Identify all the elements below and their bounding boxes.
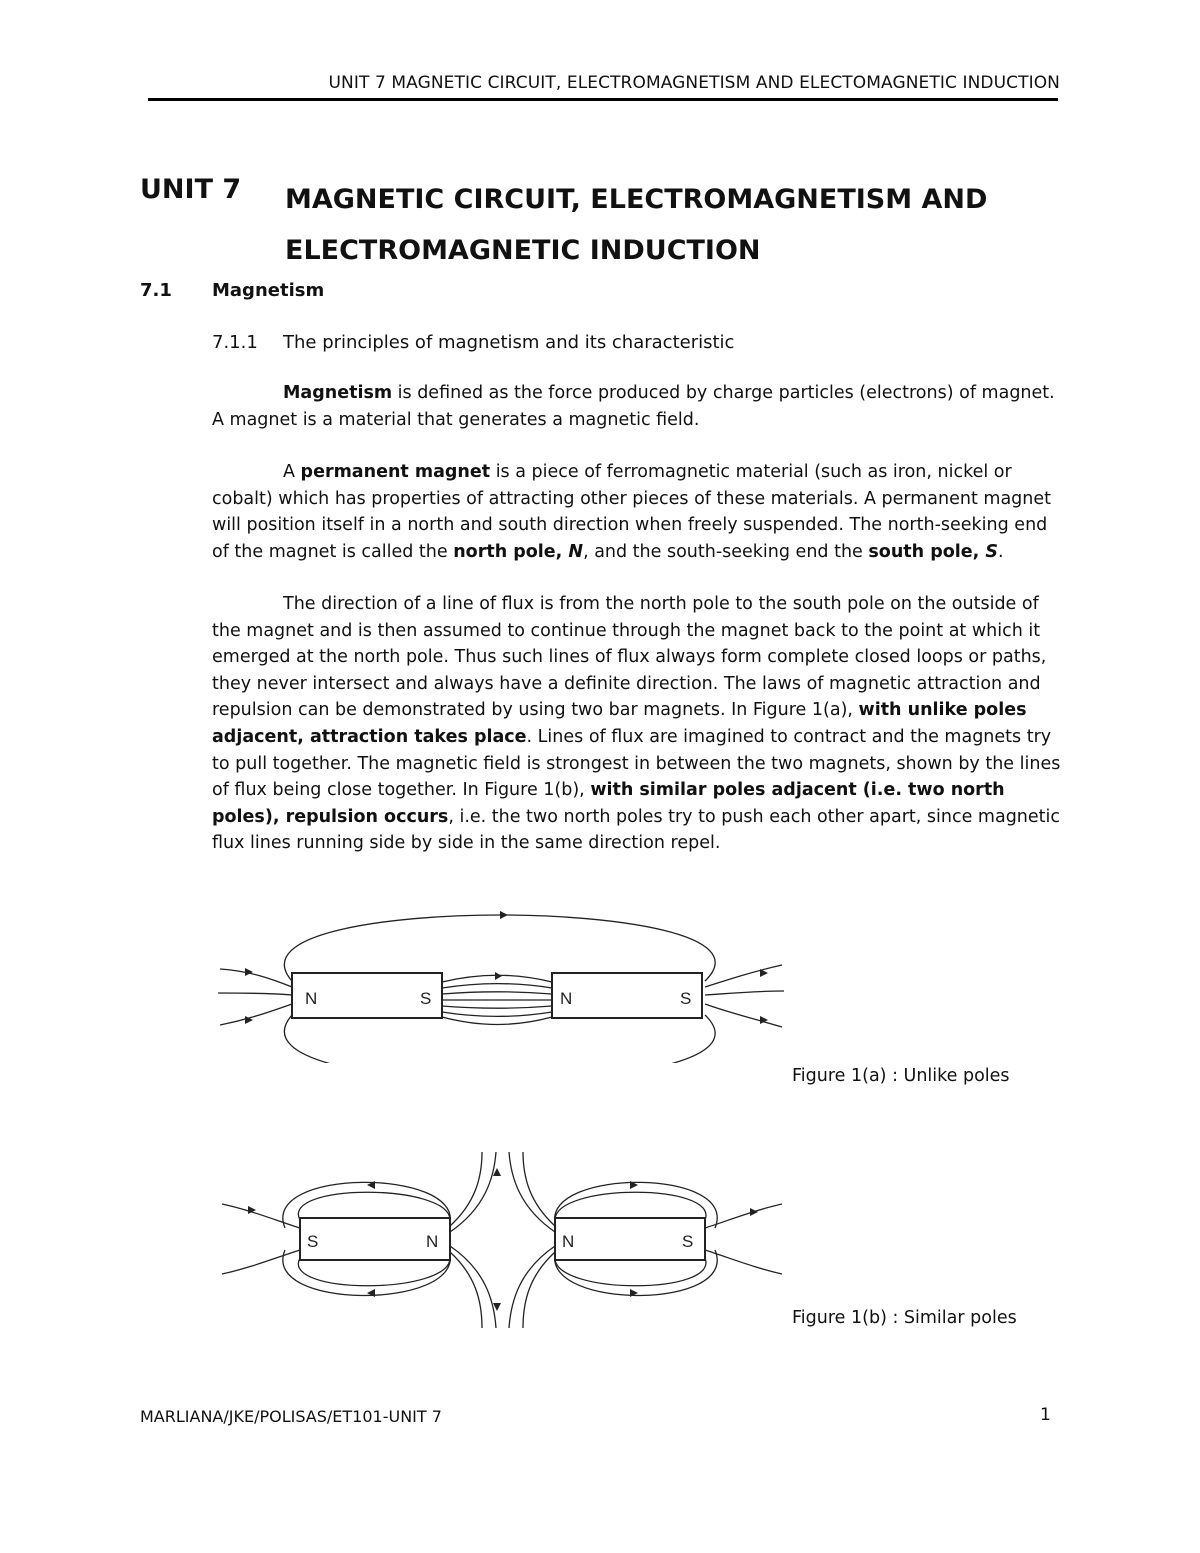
arrow-right-1 <box>760 969 768 977</box>
north-pole-symbol: N <box>568 541 584 562</box>
flux-gap-up-1 <box>450 1152 482 1226</box>
arrow-stub-right <box>750 1208 758 1216</box>
figure-similar-poles <box>210 1148 790 1333</box>
flux-gap-2 <box>442 984 552 989</box>
flux-left-stub-3 <box>218 993 292 995</box>
flux-outer-top <box>284 915 715 981</box>
flux-gap-6 <box>442 1012 552 1017</box>
flux-left-stub-1 <box>220 969 292 987</box>
section-title: Magnetism <box>212 280 325 301</box>
term-permanent-magnet: permanent magnet <box>300 462 491 482</box>
unit-title-line1: MAGNETIC CIRCUIT, ELECTROMAGNETISM AND <box>285 184 988 215</box>
magnet-left-label-s: S <box>420 989 432 1008</box>
flux-right-loop-3 <box>555 1258 706 1286</box>
flux-right-stub-1 <box>705 1204 782 1228</box>
flux-gap-down-3 <box>523 1252 555 1328</box>
flux-gap-up-3 <box>523 1152 555 1226</box>
flux-left-loop-1 <box>298 1192 450 1220</box>
para2-text-2: is a piece of ferromagnetic material (such as iron, nickel or cobalt) which has properties of attracting other pieces of these materials. A permanent magnet will position itself in a north and south direction when freely suspended. The north-seeking end of the magnet is called the <box>212 462 1051 562</box>
arrow-left-1 <box>245 968 253 976</box>
magnet-left-label-n: N <box>305 989 318 1008</box>
arrow-gap-bottom <box>493 1303 501 1311</box>
arrow-gap-top <box>493 1168 501 1176</box>
para1-text: is defined as the force produced by charge particles (electrons) of magnet. A magnet is a material that generates a magnetic field. <box>212 383 1055 430</box>
magnet-left-label-s: S <box>307 1232 319 1251</box>
flux-left-stub-2 <box>220 1004 292 1025</box>
para3-text-1: The direction of a line of flux is from the north pole to the south pole on the outside of the magnet and is then assumed to continue through the magnet back to the point at which it emerged at the north pole. Thus such lines of flux always form complete closed loops or paths, they never intersect and always have a definite direction. The laws of magnetic attraction and repulsion can be demonstrated by using two bar magnets. In Figure 1(a), <box>212 594 1047 721</box>
flux-gap-5 <box>442 1006 552 1008</box>
running-header: UNIT 7 MAGNETIC CIRCUIT, ELECTROMAGNETISM AND ELECTOMAGNETIC INDUCTION <box>328 73 1060 93</box>
magnet-right-label-n: N <box>560 989 573 1008</box>
arrow-top <box>500 911 508 919</box>
subsection-title: The principles of magnetism and its characteristic <box>283 332 735 353</box>
figure1b-caption: Figure 1(b) : Similar poles <box>792 1308 1017 1328</box>
unit-title <box>285 174 1045 276</box>
magnet-right-label-s: S <box>682 1232 694 1251</box>
emphasis-similar-poles: with similar poles adjacent (i.e. two north poles), repulsion occurs <box>212 780 1005 827</box>
emphasis-unlike-poles: with unlike poles adjacent, attraction takes place <box>212 700 1027 747</box>
section-number: 7.1 <box>140 280 172 301</box>
para2-text-3: , and the south-seeking end the <box>583 541 869 562</box>
paragraph-permanent-magnet <box>212 459 1062 565</box>
para2-text-1: A <box>283 462 301 482</box>
flux-right-stub-3 <box>705 991 784 995</box>
figure-unlike-poles <box>210 903 790 1063</box>
para2-text-4: . <box>997 541 1004 562</box>
term-north-pole <box>453 542 583 562</box>
magnet-right-label-n: N <box>562 1232 575 1251</box>
flux-right-loop-1 <box>555 1192 706 1220</box>
footer-reference: MARLIANA/JKE/POLISAS/ET101-UNIT 7 <box>140 1407 442 1426</box>
para3-text-2: . Lines of flux are imagined to contract and the magnets try to pull together. The magnetic field is strongest in between the two magnets, shown by the lines of flux being close together. In Figure 1(b), <box>212 726 1061 801</box>
unit-number: UNIT 7 <box>140 174 242 205</box>
paragraph-flux-direction <box>212 591 1062 857</box>
para3-text-3: , i.e. the two north poles try to push each other apart, since magnetic flux lines running side by side in the same direction repel. <box>212 806 1060 854</box>
south-pole-symbol: S <box>985 541 998 562</box>
figure1a-caption: Figure 1(a) : Unlike poles <box>792 1066 1010 1086</box>
header-rule <box>148 98 1058 101</box>
north-pole-text: north pole, <box>453 541 569 562</box>
paragraph-magnetism <box>212 380 1062 433</box>
unit-title-line2: ELECTROMAGNETIC INDUCTION <box>285 235 761 266</box>
page-number: 1 <box>1040 1405 1051 1425</box>
magnet-left-label-n: N <box>426 1232 439 1251</box>
south-pole-text: south pole, <box>868 541 986 562</box>
flux-gap-3 <box>442 992 552 994</box>
flux-outer-bottom <box>284 1015 715 1063</box>
flux-gap-7 <box>442 1017 552 1025</box>
flux-right-stub-1 <box>705 965 782 987</box>
flux-left-stub-2 <box>222 1250 300 1274</box>
flux-left-stub-1 <box>222 1204 300 1228</box>
flux-left-loop-3 <box>298 1258 450 1286</box>
flux-right-stub-2 <box>705 1250 782 1274</box>
term-south-pole <box>868 542 998 562</box>
arrow-gap <box>495 972 502 980</box>
flux-right-stub-2 <box>705 1004 782 1027</box>
subsection-number: 7.1.1 <box>212 332 258 353</box>
magnet-right-label-s: S <box>680 989 692 1008</box>
term-magnetism: Magnetism <box>283 383 393 403</box>
flux-gap-down-1 <box>450 1252 482 1328</box>
